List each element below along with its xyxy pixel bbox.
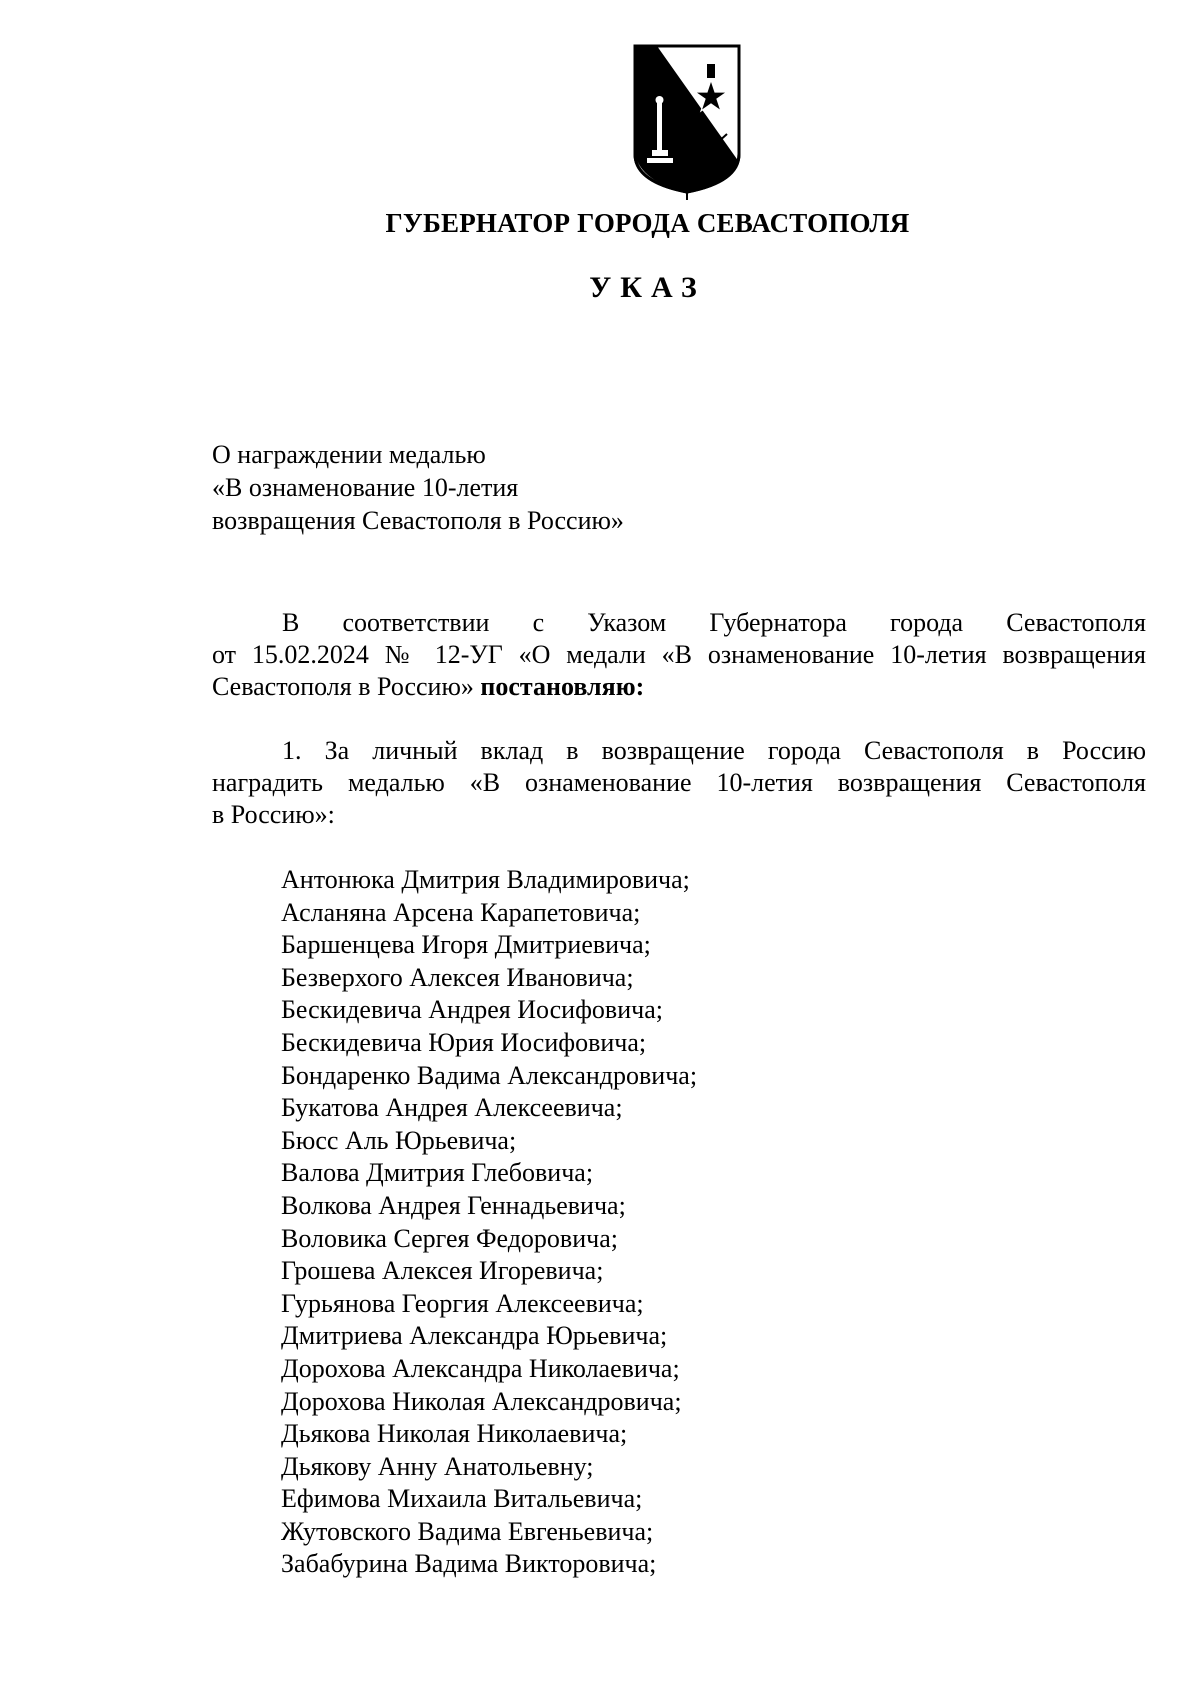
awardee-name: Бюсс Аль Юрьевича; (281, 1125, 517, 1155)
awardee-name: Жутовского Вадима Евгеньевича; (281, 1516, 654, 1546)
preamble-line-2: от 15.02.2024 № 12-УГ «О медали «В ознаменование 10-летия возвращения (212, 640, 1146, 669)
awardee-name: Букатова Андрея Алексеевича; (281, 1093, 623, 1123)
subject-line: «В ознаменование 10-летия (212, 473, 519, 502)
awardee-name: Дьякова Николая Николаевича; (281, 1419, 628, 1449)
awardee-name: Валова Дмитрия Глебовича; (281, 1158, 594, 1188)
awardee-name: Дьякову Анну Анатольевну; (281, 1451, 594, 1481)
awardee-name: Ефимова Михаила Витальевича; (281, 1484, 643, 1514)
clause-1-line-3: в Россию»: (212, 800, 335, 829)
awardee-name: Бескидевича Андрея Иосифовича; (281, 995, 663, 1025)
awardee-name: Дорохова Александра Николаевича; (281, 1353, 680, 1383)
sevastopol-coat-of-arms-icon (627, 42, 747, 202)
preamble-word: города (890, 608, 964, 637)
awardee-name: Грошева Алексея Игоревича; (281, 1256, 604, 1286)
subject-line: О награждении медалью (212, 440, 486, 469)
clause-1-line-1: 1. За личный вклад в возвращение города Севастополя в Россию (282, 736, 1146, 765)
awardee-name: Антонюка Дмитрия Владимировича; (281, 865, 690, 894)
awardee-list (281, 864, 697, 1581)
clause-1-line-2: наградить медалью «В ознаменование 10-летия возвращения Севастополя (212, 768, 1146, 797)
awardee-name: Баршенцева Игоря Дмитриевича; (281, 930, 651, 960)
awardee-name: Воловика Сергея Федоровича; (281, 1223, 618, 1253)
awardee-name: Бондаренко Вадима Александровича; (281, 1060, 698, 1090)
operative-word: постановляю: (480, 672, 645, 701)
clause-1-paragraph (212, 735, 1146, 831)
document-type-heading: УКАЗ (589, 271, 706, 304)
preamble-word: Губернатора (709, 608, 847, 637)
awardee-name: Дорохова Николая Александровича; (281, 1386, 682, 1416)
subject-line: возвращения Севастополя в Россию» (212, 506, 624, 535)
awardee-name: Дмитриева Александра Юрьевича; (281, 1321, 668, 1351)
awardee-name: Забабурина Вадима Викторовича; (281, 1549, 657, 1579)
awardee-name: Бескидевича Юрия Иосифовича; (281, 1027, 647, 1057)
preamble-line-1 (212, 607, 1146, 639)
preamble-word: В (282, 608, 300, 637)
awardee-name: Безверхого Алексея Ивановича; (281, 962, 634, 992)
preamble-word: Севастополя (1006, 608, 1146, 637)
preamble-word: Указом (587, 608, 667, 637)
awardee-name: Асланяна Арсена Карапетовича; (281, 897, 641, 927)
preamble-word: с (532, 608, 545, 637)
awardee-name: Волкова Андрея Геннадьевича; (281, 1190, 626, 1220)
preamble-line-3 (212, 671, 1146, 703)
preamble-text: Севастополя в Россию» (212, 672, 481, 701)
awardee-name: Гурьянова Георгия Алексеевича; (281, 1288, 644, 1318)
issuing-authority-heading: ГУБЕРНАТОР ГОРОДА СЕВАСТОПОЛЯ (385, 208, 910, 238)
preamble-paragraph (212, 607, 1146, 703)
preamble-word: соответствии (342, 608, 490, 637)
decree-subject (212, 438, 624, 537)
